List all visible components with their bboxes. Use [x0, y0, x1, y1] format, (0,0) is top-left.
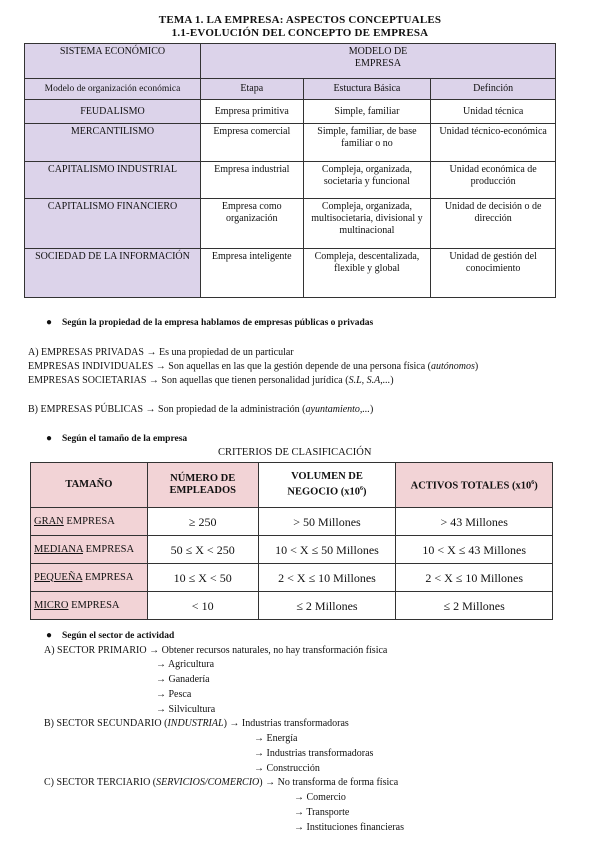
subheader-etapa: Etapa — [200, 79, 303, 100]
main-title: TEMA 1. LA EMPRESA: ASPECTOS CONCEPTUALES — [158, 14, 442, 26]
table-row: MICRO EMPRESA < 10 ≤ 2 Millones ≤ 2 Millones — [31, 592, 553, 620]
table-row: MERCANTILISMO Empresa comercial Simple, familiar, de base familiar o no Unidad técnico-económica — [25, 124, 556, 162]
list-item: → Instituciones financieras — [294, 822, 404, 833]
list-item: → Transporte — [294, 807, 350, 818]
tamano-heading: Según el tamaño de la empresa — [62, 434, 188, 444]
header-activos: ACTIVOS TOTALES $(x10^6)$ — [396, 463, 553, 508]
section-title: 1.1-EVOLUCIÓN DEL CONCEPTO DE EMPRESA — [171, 27, 429, 39]
sector-terciario-line: C) SECTOR TERCIARIO (SERVICIOS/COMERCIO) → No transforma de forma física — [44, 777, 399, 788]
subheader-definicion: Definción — [431, 79, 556, 100]
header-modelo: MODELO DE EMPRESA — [200, 44, 555, 79]
societarias-line: EMPRESAS SOCIETARIAS → Son aquellas que tienen personalidad jurídica (S.L, S.A,...) — [28, 375, 394, 386]
list-item: → Silvicultura — [156, 704, 216, 715]
privadas-line: A) EMPRESAS PRIVADAS → Es una propiedad de un particular — [28, 347, 294, 358]
criterios-caption: CRITERIOS DE CLASIFICACIÓN — [218, 447, 372, 458]
table-row: MEDIANA EMPRESA 50 ≤ X < 250 10 < X ≤ 50 Millones 10 < X ≤ 43 Millones — [31, 536, 553, 564]
list-item: → Pesca — [156, 689, 192, 700]
table-row: SOCIEDAD DE LA INFORMACIÓN Empresa inteligente Compleja, descentalizada, flexible y global Unidad de gestión del conocimiento — [25, 249, 556, 298]
sector-primario-line: A) SECTOR PRIMARIO → Obtener recursos naturales, no hay transformación física — [44, 645, 388, 656]
bullet-dot: ● — [46, 433, 53, 444]
bullet-dot: ● — [46, 630, 53, 641]
list-item: → Ganadería — [156, 674, 210, 685]
table-row: CAPITALISMO FINANCIERO Empresa como organización Compleja, organizada, multisocietaria, divisional y multinacional Unidad de decisión o de dirección — [25, 199, 556, 249]
table-row: GRAN EMPRESA ≥ 250 > 50 Millones > 43 Millones — [31, 508, 553, 536]
subheader-modelo: Modelo de organización económica — [25, 79, 201, 100]
list-item: → Industrias transformadoras — [254, 748, 374, 759]
list-item: → Construcción — [254, 763, 320, 774]
header-volumen: VOLUMEN DE NEGOCIO $(x10^6)$ — [258, 463, 396, 508]
subheader-estructura: Estuctura Básica — [303, 79, 431, 100]
sector-heading: Según el sector de actividad — [62, 631, 175, 641]
list-item: → Agricultura — [156, 659, 215, 670]
table-row: CAPITALISMO INDUSTRIAL Empresa industrial Compleja, organizada, societaria y funcional Unidad económica de producción — [25, 162, 556, 199]
list-item: → Comercio — [294, 792, 346, 803]
header-sistema: SISTEMA ECONÓMICO — [25, 44, 201, 79]
table-row: PEQUEÑA EMPRESA 10 ≤ X < 50 2 < X ≤ 10 Millones 2 < X ≤ 10 Millones — [31, 564, 553, 592]
header-empleados: NÚMERO DE EMPLEADOS — [147, 463, 258, 508]
publicas-line: B) EMPRESAS PÚBLICAS → Son propiedad de la administración (ayuntamiento,...) — [28, 404, 374, 415]
size-table — [30, 462, 553, 620]
list-item: → Energía — [254, 733, 298, 744]
evolution-table — [24, 43, 556, 298]
table-row: FEUDALISMO Empresa primitiva Simple, familiar Unidad técnica — [25, 100, 556, 124]
header-tamano: TAMAÑO — [31, 463, 148, 508]
individuales-line: EMPRESAS INDIVIDUALES → Son aquellas en las que la gestión depende de una persona física (autónomos) — [28, 361, 479, 372]
bullet-dot: ● — [46, 317, 53, 328]
propiedad-heading: Según la propiedad de la empresa hablamos de empresas públicas o privadas — [62, 318, 374, 328]
sector-secundario-line: B) SECTOR SECUNDARIO (INDUSTRIAL) → Industrias transformadoras — [44, 718, 349, 729]
